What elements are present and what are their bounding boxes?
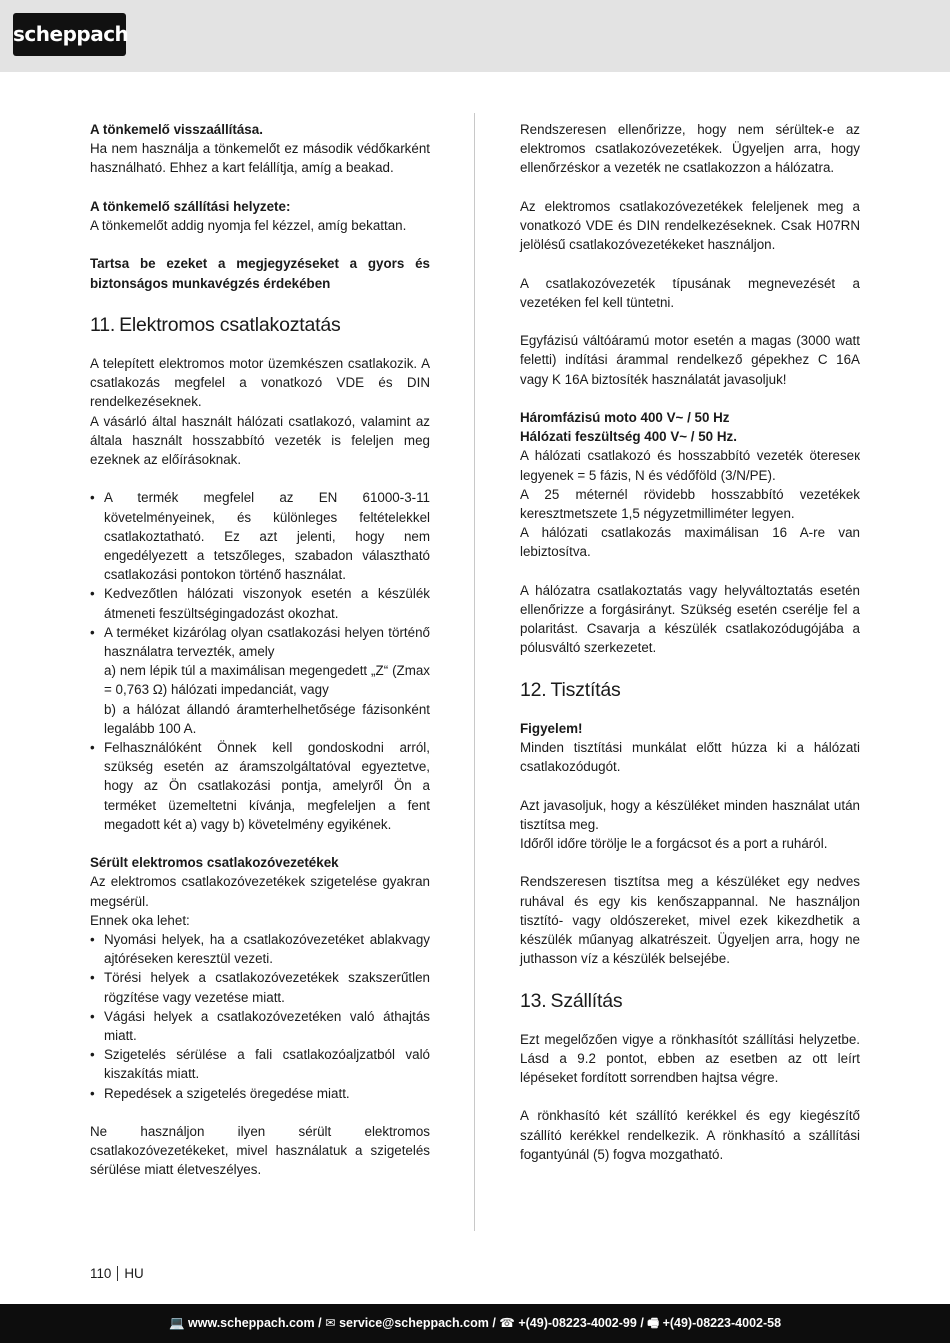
section-title: Sérült elektromos csatlakozóvezetékek xyxy=(90,855,339,871)
paragraph: A vásárló által használt hálózati csatlakozó, valamint az általa használt hosszabbító vezeték is feleljen meg ezeknek az előírásoknak. xyxy=(90,413,430,467)
section-title: A tönkemelő visszaállítása. xyxy=(90,122,263,137)
paragraph: Rendszeresen tisztítsa meg a készüléket egy nedves ruhával és egy kis kenőszappannal. Ne használjon tisztító- vagy oldószereket, mivel ezek kikezdhetik a készülék műanyag alkatrészeit. Ügyeljen arra, hogy ne juthasson víz a készülék belsejébe. xyxy=(520,874,860,967)
paragraph: A hálózati csatlakozás maximálisan 16 A-re van lebiztosítva. xyxy=(520,525,860,560)
fax-number: +(49)-08223-4002-58 xyxy=(662,1316,782,1330)
list-item: • Törési helyek a csatlakozóvezetékek szakszerűtlen rögzítése vagy vezetése miatt. xyxy=(90,968,430,1006)
paragraph: A telepített elektromos motor üzemkészen csatlakozik. A csatlakozás megfelel a vonatkozó VDE és DIN rendelkezéseknek. xyxy=(90,355,430,410)
section-title: Háromfázisú moto 400 V~ / 50 Hz xyxy=(520,409,730,425)
header-band xyxy=(0,0,950,72)
left-column xyxy=(90,120,430,1199)
fax-icon: 🖷 xyxy=(647,1316,660,1330)
section-title: Hálózati feszültség 400 V~ / 50 Hz. xyxy=(520,429,737,445)
right-column xyxy=(520,120,860,1183)
paragraph: A 25 méternél rövidebb hosszabbító vezetékek keresztmetszete 1,5 négyzetmilliméter legyen. xyxy=(520,486,860,521)
paragraph: Rendszeresen ellenőrizze, hogy nem sérültek-e az elektromos csatlakozóvezetékek. Ügyeljen arra, hogy ellenőrzéskor a vezeték ne csatlakozzon a hálózatra. xyxy=(520,122,860,176)
email-link[interactable]: service@scheppach.com xyxy=(339,1316,489,1330)
page-number: 110 HU xyxy=(90,1266,144,1281)
website-link[interactable]: www.scheppach.com xyxy=(188,1316,315,1330)
requirements-list xyxy=(90,488,430,834)
paragraph: Azt javasoljuk, hogy a készüléket minden használat után tisztítsa meg. xyxy=(520,797,860,832)
paragraph: Egyfázisú váltóáramú motor esetén a magas (3000 watt feletti) indítási árammal rendelkező gépekhez C 16A vagy K 16A biztosíték használatát javasoljuk! xyxy=(520,333,860,387)
paragraph: Az elektromos csatlakozóvezetékek szigetelése gyakran megsérül. xyxy=(90,874,430,909)
list-item: • Repedések a szigetelés öregedése miatt. xyxy=(90,1084,430,1103)
phone-number: +(49)-08223-4002-99 xyxy=(518,1316,637,1330)
sub-item-a: a) nem lépik túl a maximálisan megengedett „Z“ (Zmax = 0,763 Ω) hálózati impedanciát, vagy xyxy=(104,663,430,698)
computer-icon: 💻 xyxy=(168,1316,185,1330)
safety-note: Tartsa be ezeket a megjegyzéseket a gyors és biztonságos munkavégzés érdekében xyxy=(90,256,430,291)
paragraph: Időről időre törölje le a forgácsot és a port a ruháról. xyxy=(520,836,828,851)
paragraph: A hálózati csatlakozó és hosszabbító vezeték ötereseк legyenek = 5 fázis, N és védőföld (3/N/PE). xyxy=(520,448,860,483)
column-divider xyxy=(474,113,475,1231)
paragraph: A csatlakozóvezeték típusának megnevezését a vezetéken fel kell tüntetni. xyxy=(520,275,860,310)
list-item: • Kedvezőtlen hálózati viszonyok esetén a készülék átmeneti feszültségingadozást okozhat. xyxy=(90,584,430,622)
list-item: • A termék megfelel az EN 61000-3-11 követelményeinek, és különleges feltételekkel csatlakoztatható. Ez azt jelenti, hogy nem engedélyezett a tetszőleges, szabadon választható csatlakozási pontokon történő használat. xyxy=(90,488,430,584)
paragraph: Ezt megelőzően vigye a rönkhasítót szállítási helyzetbe. Lásd a 9.2 pontot, ebben az esetben az ott leírt lépéseket fordított sorrendben hajtsa végre. xyxy=(520,1031,860,1085)
phone-icon: ☎ xyxy=(499,1316,515,1330)
paragraph: A rönkhasító két szállító kerékkel és egy kiegészítő szállító kerékkel rendelkezik. A rönkhasító a szállítási fogantyúnál (5) fogva mozgatható. xyxy=(520,1108,860,1162)
heading-12: 12. Tisztítás xyxy=(520,678,621,701)
section-title: A tönkemelő szállítási helyzete: xyxy=(90,198,291,214)
damage-causes-list xyxy=(90,930,430,1103)
footer-bar: 💻 www.scheppach.com / ✉ service@scheppach.com / ☎ +(49)-08223-4002-99 / 🖷 +(49)-08223-4002-58 xyxy=(0,1304,950,1343)
list-item: • Vágási helyek a csatlakozóvezetéken való áthajtás miatt. xyxy=(90,1007,430,1045)
paragraph: Ha nem használja a tönkemelőt ez második védőkarként használható. Ehhez a kart felállítja, amíg a beakad. xyxy=(90,141,430,176)
heading-11: 11. Elektromos csatlakoztatás xyxy=(90,313,341,336)
list-item: • A terméket kizárólag olyan csatlakozási helyen történő használatra tervezték, amely a) nem lépik túl a maximálisan megengedett „Z“ (Zmax = 0,763 Ω) hálózati impedanciát, vagy b) a hálózat állandó áramterhelhetősége fázisonként legalább 100 A. xyxy=(90,623,430,738)
section-title: Figyelem! xyxy=(520,720,583,736)
paragraph: A hálózatra csatlakoztatás vagy helyváltoztatás esetén ellenőrizze a forgásirányt. Szükség esetén cserélje fel a polaritást. Csavarja a készülék csatlakozódugójába a pólusváltó szerkezetet. xyxy=(520,582,860,656)
sub-item-b: b) a hálózat állandó áramterhelhetősége fázisonként legalább 100 A. xyxy=(104,701,430,736)
heading-13: 13. Szállítás xyxy=(520,989,623,1012)
email-icon: ✉ xyxy=(325,1316,336,1330)
list-item: • Szigetelés sérülése a fali csatlakozóaljzatból való kiszakítás miatt. xyxy=(90,1045,430,1083)
paragraph: Ennek oka lehet: xyxy=(90,912,190,928)
scheppach-logo: scheppach xyxy=(13,13,126,56)
paragraph: Ne használjon ilyen sérült elektromos csatlakozóvezetékeket, mivel használatuk a szigetelés sérülése miatt életveszélyes. xyxy=(90,1124,430,1178)
list-item: • Felhasználóként Önnek kell gondoskodni arról, szükség esetén az áramszolgáltatóval egyeztetve, hogy az Ön csatlakozási pontja, amelyről Ön a terméket üzemeltetni kívánja, megfeleljen a fent megadott két a) vagy b) követelmény egyikének. xyxy=(90,738,430,834)
paragraph: Minden tisztítási munkálat előtt húzza ki a hálózati csatlakozódugót. xyxy=(520,740,860,775)
paragraph: A tönkemelőt addig nyomja fel kézzel, amíg bekattan. xyxy=(90,218,407,233)
list-item: • Nyomási helyek, ha a csatlakozóvezetéket ablakvagy ajtóréseken keresztül vezeti. xyxy=(90,930,430,968)
paragraph: Az elektromos csatlakozóvezetékek feleljenek meg a vonatkozó VDE és DIN rendelkezéseknek. Csak H07RN jelölésű csatlakozóvezetékeket használjon. xyxy=(520,198,860,253)
